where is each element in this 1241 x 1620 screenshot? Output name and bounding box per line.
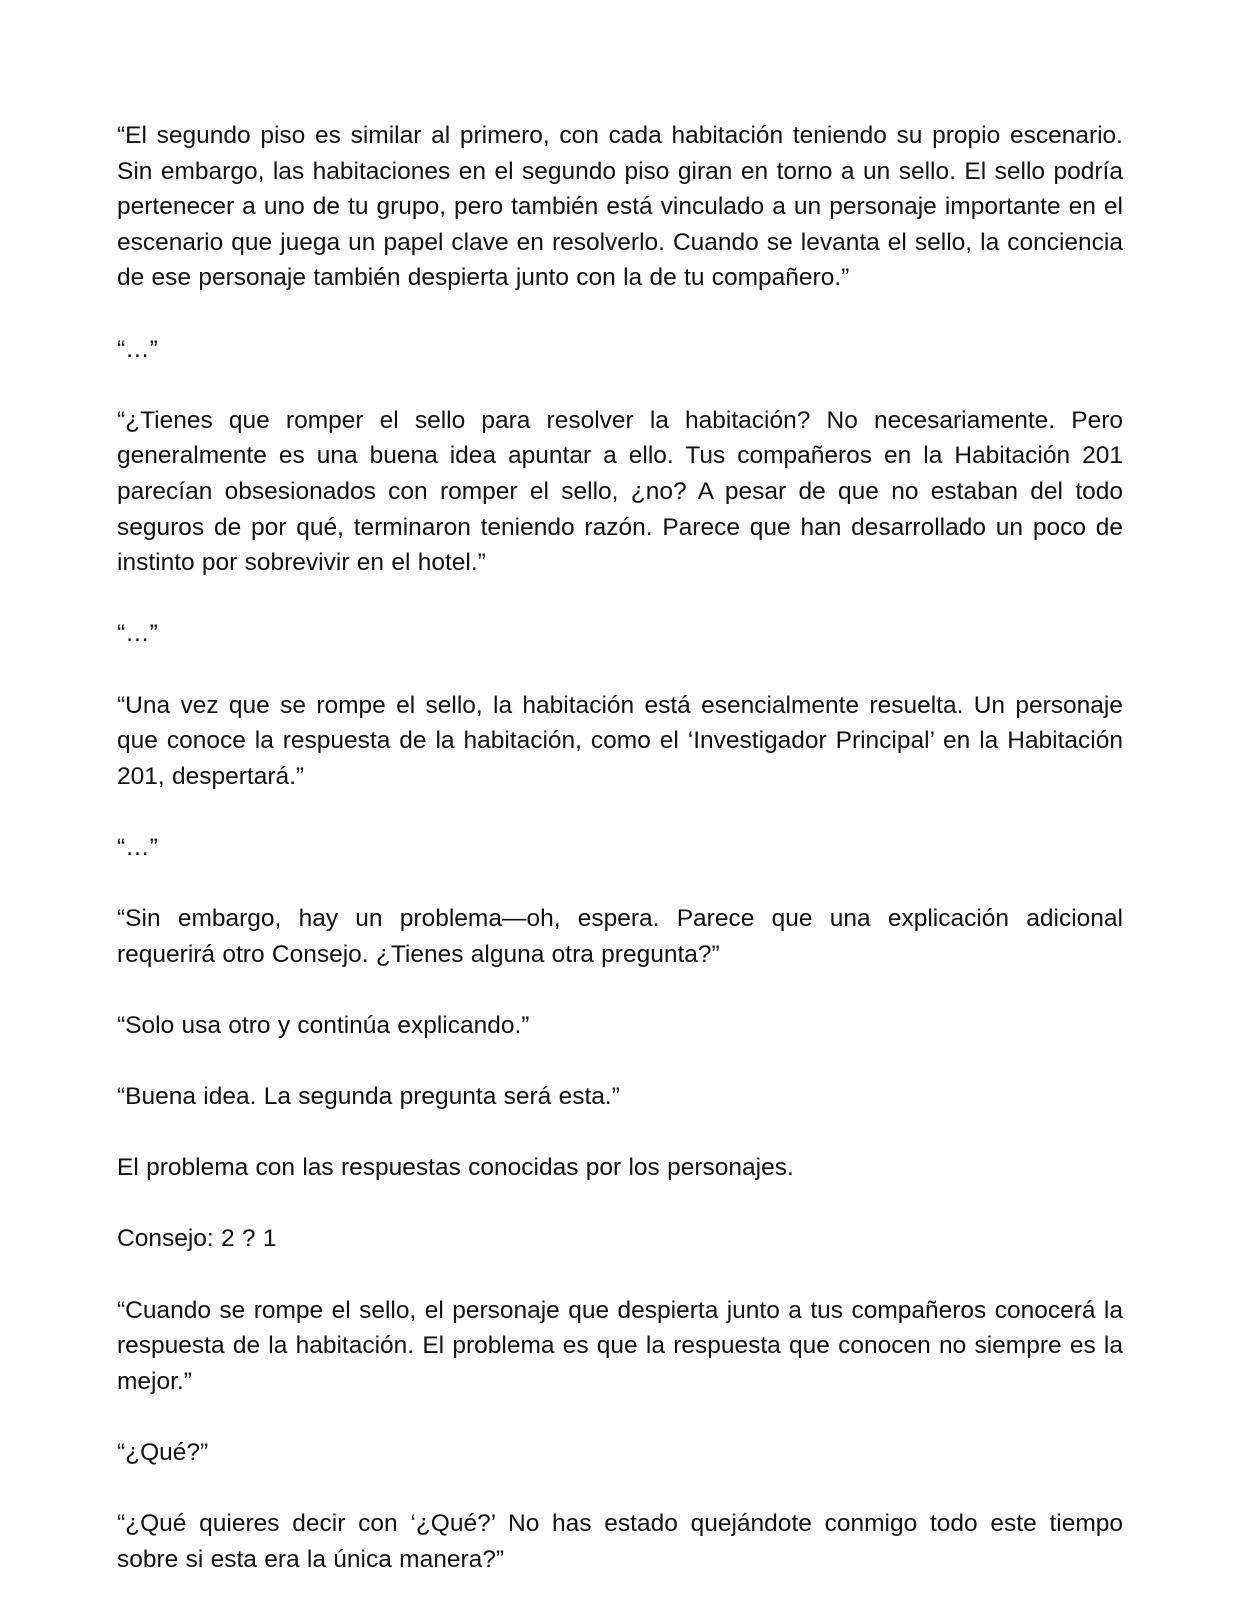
document-page [117, 118, 1123, 1613]
paragraph-10: El problema con las respuestas conocidas por los personajes. [117, 1154, 794, 1182]
paragraph-7: “Sin embargo, hay un problema—oh, espera. Parece que una explicación adicional requerirá otro Consejo. ¿Tienes alguna otra pregunta?” [117, 905, 1123, 968]
paragraph-6: “…” [117, 833, 158, 861]
paragraph-13: “¿Qué?” [117, 1438, 209, 1466]
paragraph-2: “…” [117, 335, 158, 363]
paragraph-1: “El segundo piso es similar al primero, con cada habitación teniendo su propio escenario. Sin embargo, las habitaciones en el segundo piso giran en torno a un sello. El sello podría pertenecer a uno de tu grupo, pero también está vinculado a un personaje importante en el escenario que juega un papel clave en resolverlo. Cuando se levanta el sello, la conciencia de ese personaje también despierta junto con la de tu compañero.” [117, 122, 1123, 292]
paragraph-9: “Buena idea. La segunda pregunta será esta.” [117, 1083, 620, 1111]
paragraph-8: “Solo usa otro y continúa explicando.” [117, 1011, 530, 1039]
paragraph-4: “…” [117, 620, 158, 648]
paragraph-14: “¿Qué quieres decir con ‘¿Qué?’ No has estado quejándote conmigo todo este tiempo sobre si esta era la única manera?” [117, 1510, 1123, 1573]
paragraph-5: “Una vez que se rompe el sello, la habitación está esencialmente resuelta. Un personaje que conoce la respuesta de la habitación, como el ‘Investigador Principal’ en la Habitación 201, despertará.” [117, 691, 1123, 790]
paragraph-12: “Cuando se rompe el sello, el personaje que despierta junto a tus compañeros conocerá la respuesta de la habitación. El problema es que la respuesta que conocen no siempre es la mejor.” [117, 1296, 1123, 1395]
paragraph-3: “¿Tienes que romper el sello para resolver la habitación? No necesariamente. Pero generalmente es una buena idea apuntar a ello. Tus compañeros en la Habitación 201 parecían obsesionados con romper el sello, ¿no? A pesar de que no estaban del todo seguros de por qué, terminaron teniendo razón. Parece que han desarrollado un poco de instinto por sobrevivir en el hotel.” [117, 406, 1123, 577]
paragraph-11: Consejo: 2 ? 1 [117, 1225, 277, 1253]
